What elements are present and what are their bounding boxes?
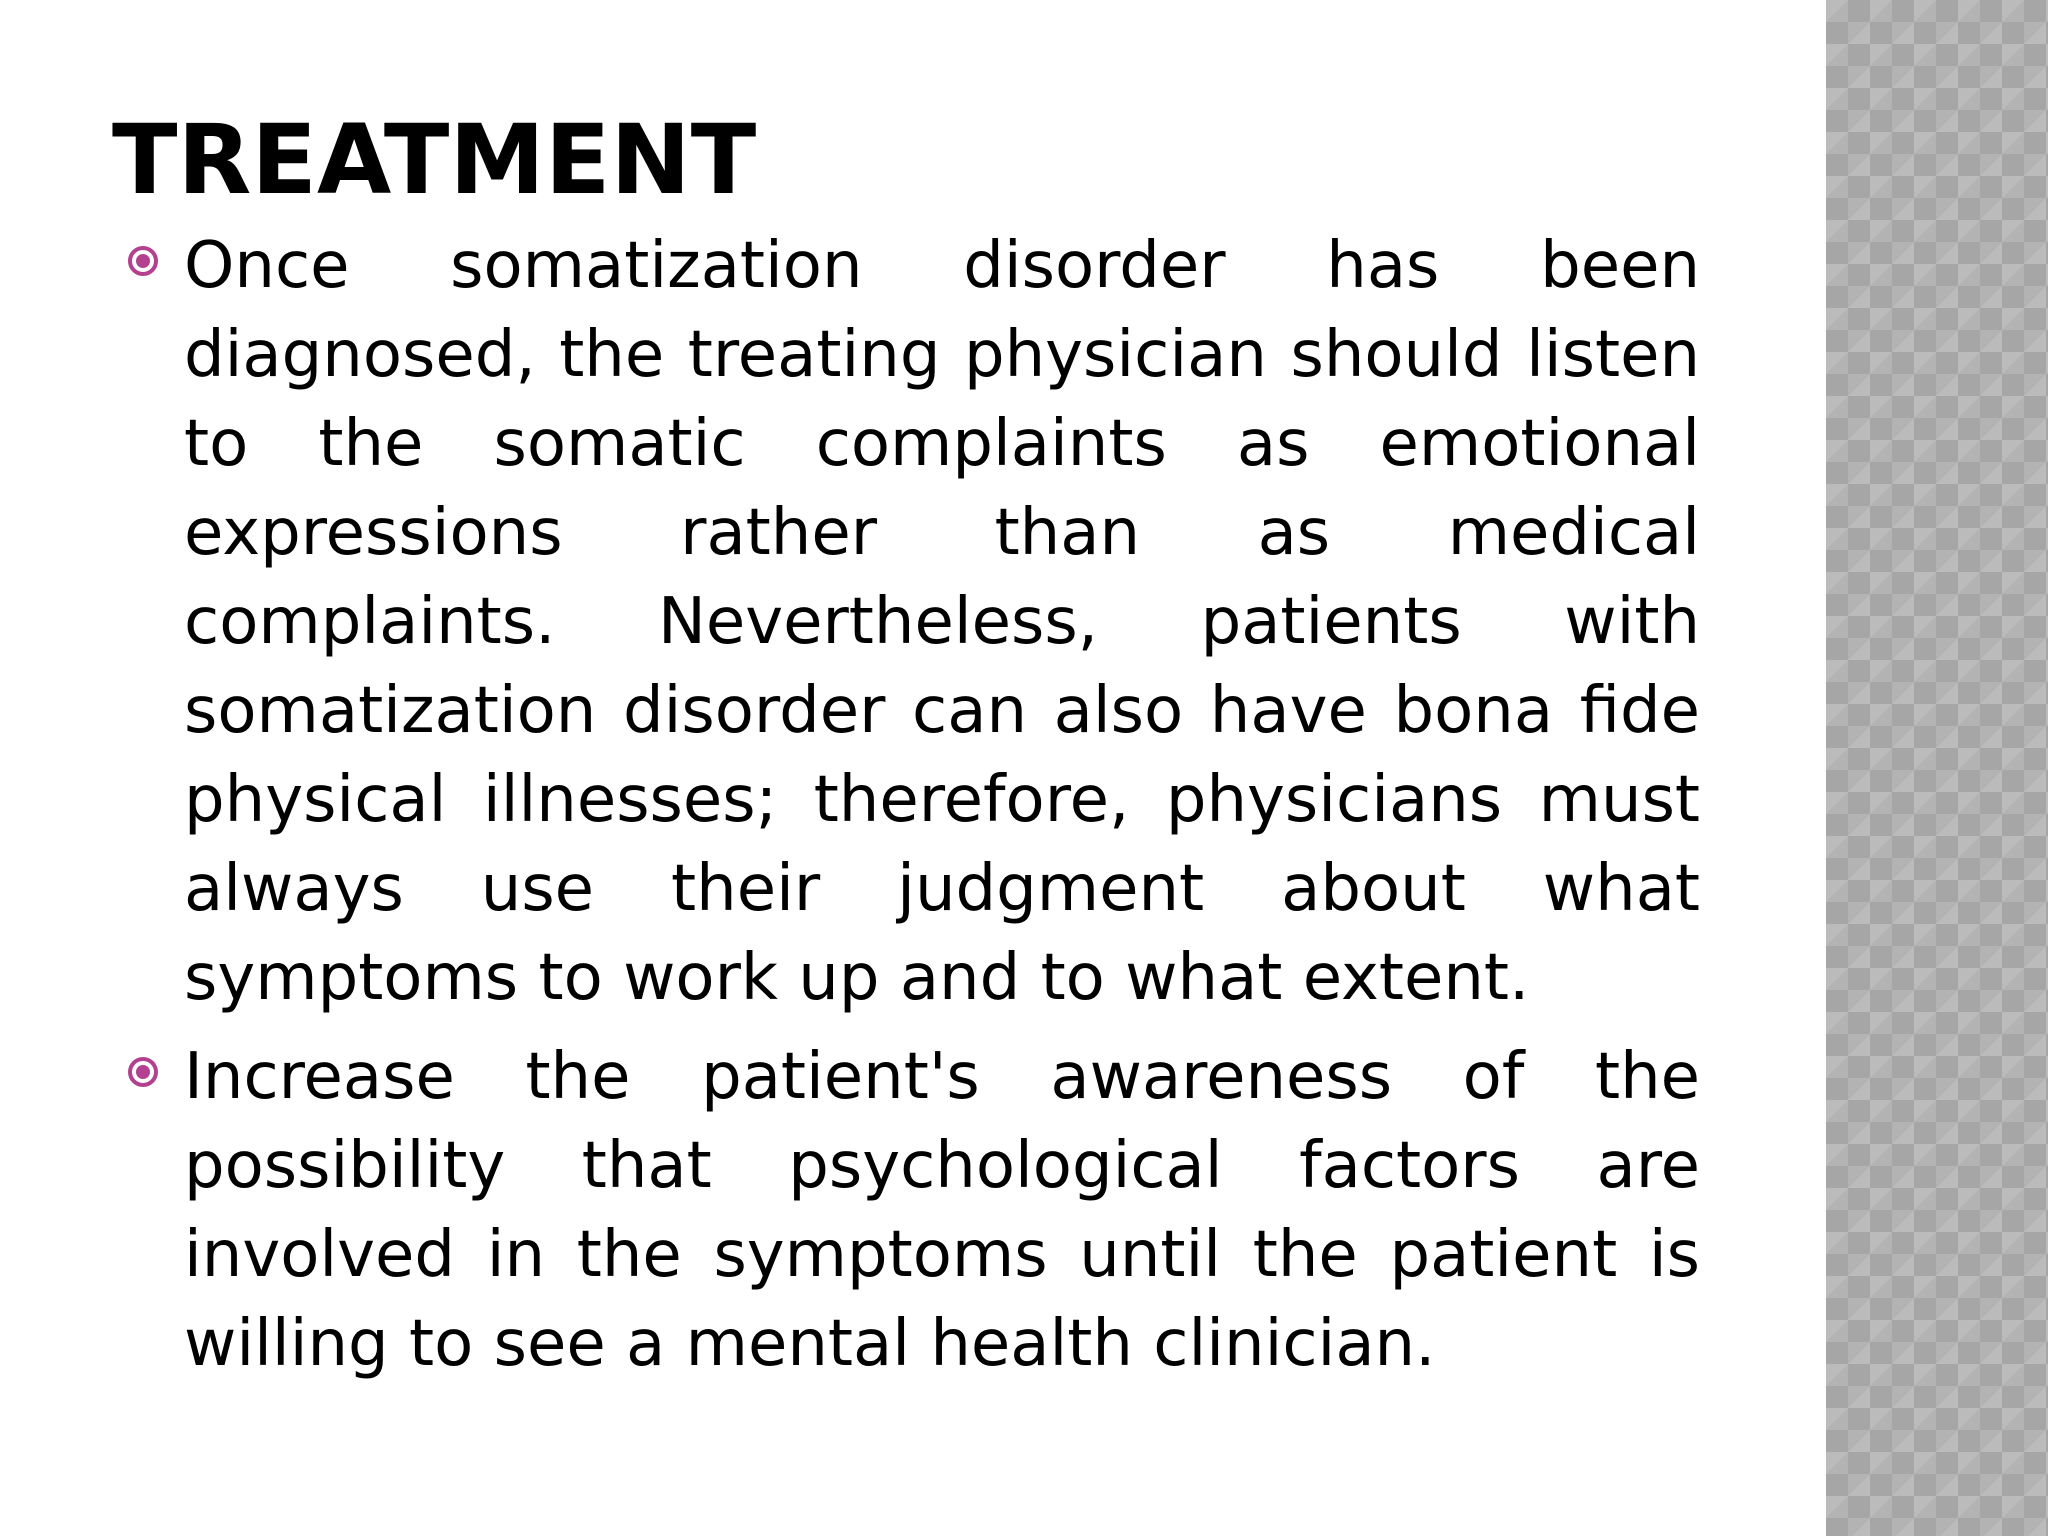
bullet-text: Increase the patient's awareness of the possibility that psychological factors are involved in the symptoms until the patient is willing to see a mental health clinician.	[184, 1040, 1700, 1381]
slide-title: TREATMENT	[112, 104, 757, 216]
bullet-item	[126, 222, 1700, 1023]
decorative-side-panel	[1826, 0, 2048, 1536]
bullet-list	[126, 222, 1700, 1399]
circle-bullet-icon	[126, 1055, 160, 1089]
bullet-item	[126, 1033, 1700, 1389]
bullet-text: Once somatization disorder has been diagnosed, the treating physician should listen to the somatic complaints as emotional expressions rather than as medical complaints. Nevertheless, patients with somatization disorder can also have bona fide physical illnesses; therefore, physicians must always use their judgment about what symptoms to work up and to what extent.	[184, 229, 1700, 1015]
circle-bullet-icon	[126, 244, 160, 278]
